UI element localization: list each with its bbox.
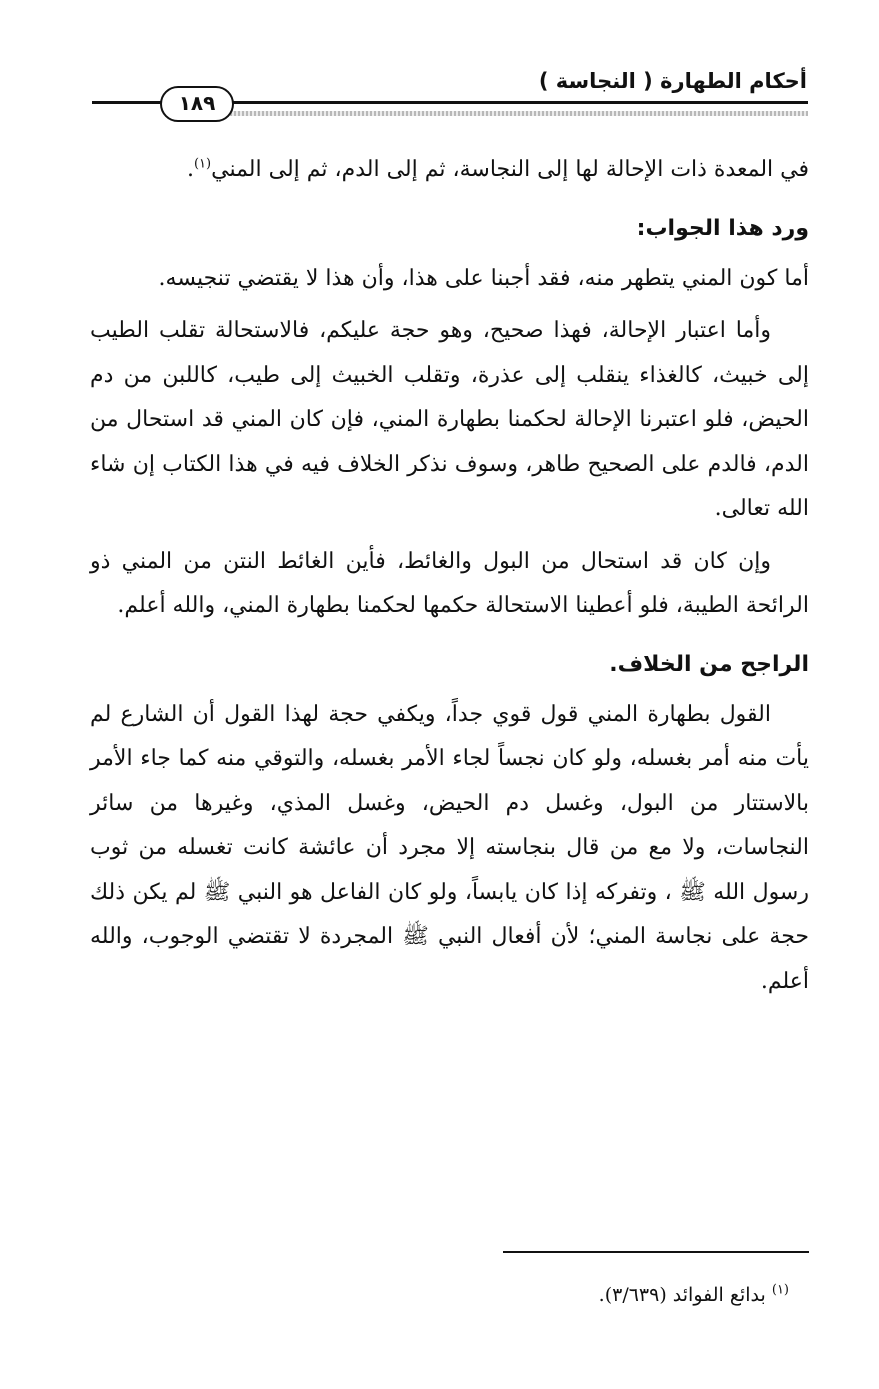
running-title: أحكام الطهارة ( النجاسة ) [538, 69, 807, 93]
header-rule-ornament [230, 111, 808, 116]
footnote-separator [503, 1251, 809, 1253]
paragraph-text: في المعدة ذات الإحالة لها إلى النجاسة، ثم إلى الدم، ثم إلى المني [211, 157, 809, 182]
paragraph-transformation: وأما اعتبار الإحالة، فهذا صحيح، وهو حجة عليكم، فالاستحالة تقلب الطيب إلى خبيث، كالغذاء ينقلب إلى عذرة، وتقلب الخبيث إلى طيب، كاللبن من دم الحيض، فلو اعتبرنا الإحالة لحكمنا بطهارة المني، فإن كان المني قد استحال من الدم، فالدم على الصحيح طاهر، وسوف نذكر الخلاف فيه في هذا الكتاب إن شاء الله تعالى. [90, 318, 809, 521]
paragraph-urine-feces: وإن كان قد استحال من البول والغائط، فأين الغائط النتن من المني ذو الرائحة الطيبة، فلو أعطينا الاستحالة حكمها لحكمنا بطهارة المني، والله أعلم. [90, 548, 809, 618]
paragraph-end-mark: . [186, 157, 194, 182]
page-body [90, 148, 809, 1004]
section-heading-reply: ورد هذا الجواب: [636, 215, 809, 241]
footnote-number: (١) [771, 1282, 789, 1298]
footnote-text: بدائع الفوائد (٣/٦٣٩). [598, 1284, 766, 1306]
paragraph-conclusion: القول بطهارة المني قول قوي جداً، ويكفي حجة لهذا القول أن الشارع لم يأت منه أمر بغسله، ولو كان نجساً لجاء الأمر بغسله، والتوقي منه كما جاء الأمر بالاستتار من البول، وغسل دم الحيض، وغسل المذي، وغيرها من سائر النجاسات، ولا مع من قال بنجاسته إلا مجرد أن عائشة كانت تغسله من ثوب رسول الله ﷺ ، وتفركه إذا كان يابساً، ولو كان الفاعل هو النبي ﷺ لم يكن ذلك حجة على نجاسة المني؛ لأن أفعال النبي ﷺ المجردة لا تقتضي الوجوب، والله أعلم. [90, 701, 809, 994]
paragraph-reply: أما كون المني يتطهر منه، فقد أجبنا على هذا، وأن هذا لا يقتضي تنجيسه. [158, 265, 809, 291]
paragraph-continuation [90, 148, 809, 193]
page-number: ١٨٩ [160, 86, 234, 122]
section-heading-preponderant: الراجح من الخلاف. [609, 651, 809, 677]
footnote [599, 1280, 789, 1310]
footnote-reference: (١) [193, 156, 212, 172]
